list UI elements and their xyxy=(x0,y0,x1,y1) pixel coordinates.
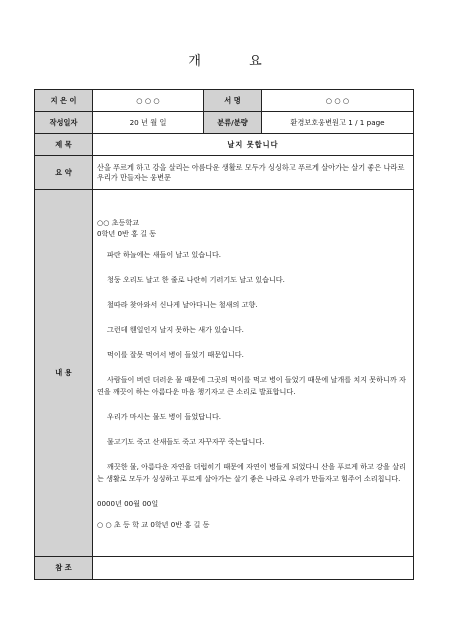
reference-value xyxy=(93,557,414,580)
paragraph: 파란 하늘에는 새들이 날고 있습니다. xyxy=(107,249,222,259)
summary-value: 산을 푸르게 하고 강을 살리는 아름다운 생활로 모두가 싱싱하고 푸르게 살아가는 살기 좋은 나라로 우리가 만들자는 웅변문 xyxy=(93,156,414,190)
date-value: 20 년 월 일 xyxy=(93,112,204,134)
reference-label: 참 조 xyxy=(35,557,93,580)
subject-label: 제 목 xyxy=(35,134,93,156)
paragraph: 먹이를 잘못 먹어서 병이 들었기 때문입니다. xyxy=(107,349,244,359)
paragraph: 그런데 웬일인지 날지 못하는 새가 있습니다. xyxy=(107,324,244,334)
paragraph: 깨끗한 물, 아름다운 자연을 더럽히기 때문에 자연이 병들게 되었다니 산을 푸르게 하고 강을 살리는 생활로 모두가 싱싱하고 푸르게 살아가는 살기 좋은 나라로 우리가 만들자고 힘주어 소리칩니다. xyxy=(97,461,406,483)
school-name: ○○ 초등학교 xyxy=(97,217,140,227)
speech-date: 0000년 00월 00일 xyxy=(97,498,159,508)
subject-row xyxy=(35,134,414,156)
date-row xyxy=(35,112,414,134)
subject-value: 날지 못합니다 xyxy=(93,134,414,156)
signature: ○ ○ 초 등 학 교 0학년 0반 홍 길 동 xyxy=(97,519,210,529)
summary-label: 요 약 xyxy=(35,156,93,190)
paragraph: 철따라 찾아와서 신나게 날아다니는 철새의 고향. xyxy=(107,299,258,309)
summary-row xyxy=(35,156,414,190)
reference-row xyxy=(35,557,414,580)
paragraph: 우리가 마시는 물도 병이 들었답니다. xyxy=(107,411,222,421)
content-row xyxy=(35,190,414,557)
paragraph: 청둥 오리도 날고 한 줄로 나란히 기러기도 날고 있습니다. xyxy=(107,274,285,284)
author-value: ○ ○ ○ xyxy=(93,90,204,112)
author-row xyxy=(35,90,414,112)
category-label: 분류/분량 xyxy=(204,112,262,134)
book-title-label: 서 명 xyxy=(204,90,262,112)
student-name: 0학년 0반 홍 길 동 xyxy=(97,228,157,238)
paragraph: 물고기도 죽고 산새들도 죽고 자꾸자꾸 죽는답니다. xyxy=(107,436,265,446)
book-title-value: ○ ○ ○ xyxy=(262,90,414,112)
content-body xyxy=(93,190,414,557)
content-label: 내 용 xyxy=(35,190,93,557)
summary-form-table xyxy=(34,89,414,580)
date-label: 작성일자 xyxy=(35,112,93,134)
paragraph: 사람들이 버린 더러운 물 때문에 그곳의 먹이를 먹고 병이 들었기 때문에 날개를 치지 못하니까 자연을 깨끗이 하는 아름다운 마음 챙기자고 큰 소리로 발표합니다. xyxy=(97,374,406,396)
category-value: 환경보호웅변원고 1 / 1 page xyxy=(262,112,414,134)
author-label: 지 은 이 xyxy=(35,90,93,112)
document-title: 개 요 xyxy=(188,54,284,69)
